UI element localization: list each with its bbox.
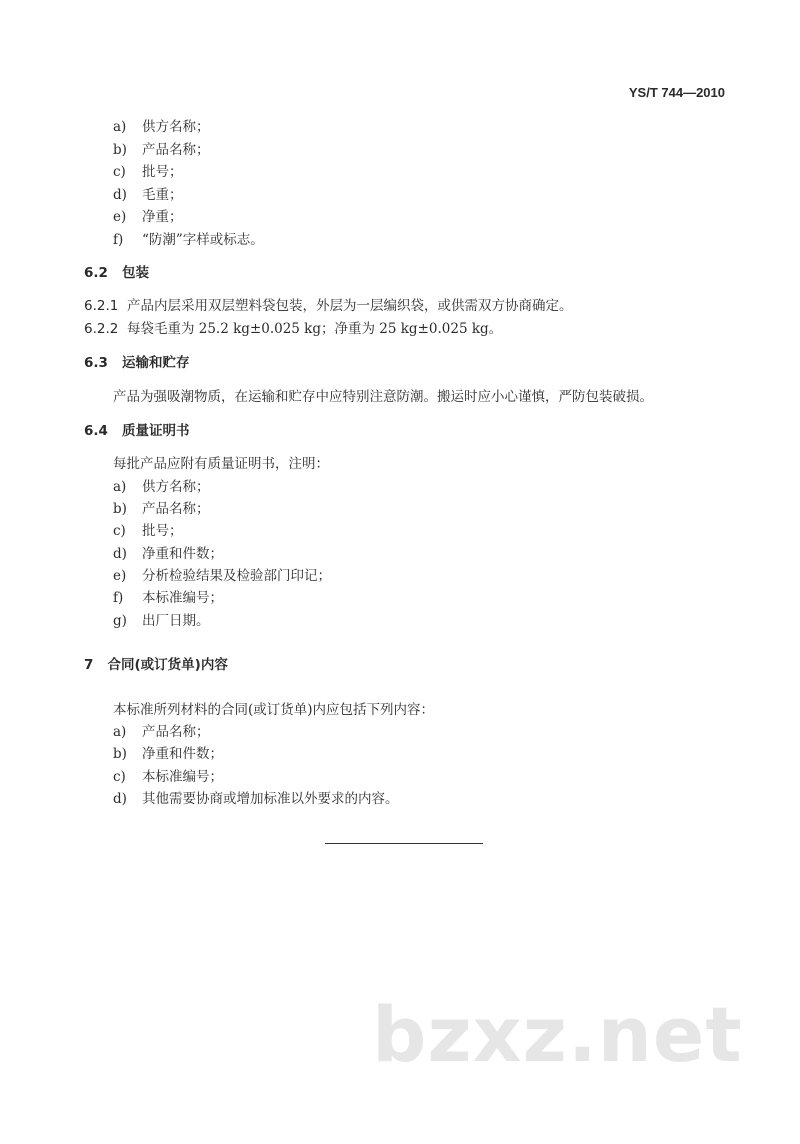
list-item: 净重和件数；: [142, 746, 223, 762]
clause-number: 6.2.2: [84, 321, 119, 337]
list-item: 其他需要协商或增加标准以外要求的内容。: [142, 791, 399, 807]
list-item: 批号；: [142, 164, 183, 180]
end-rule: [325, 843, 483, 844]
list-item: 产品名称；: [142, 501, 210, 517]
list-label: f): [113, 590, 124, 606]
list-label: a): [113, 119, 127, 135]
list-label: d): [113, 791, 127, 807]
list-label: a): [113, 479, 127, 495]
section-number: 7: [84, 657, 94, 673]
list-item: 产品名称；: [142, 724, 210, 740]
standard-code-header: YS/T 744—2010: [628, 85, 725, 100]
list-label: g): [113, 613, 127, 629]
clause-text: 每袋毛重为 25.2 kg±0.025 kg；净重为 25 kg±0.025 kg。: [126, 321, 503, 337]
list-label: e): [113, 209, 127, 225]
section-heading-6-2: [84, 265, 149, 281]
list-label: b): [113, 746, 127, 762]
list-label: c): [113, 769, 126, 785]
list-item: 产品名称；: [142, 142, 210, 158]
list-label: b): [113, 142, 127, 158]
list-label: f): [113, 232, 124, 248]
section-heading-6-4: [84, 423, 190, 439]
list-label: e): [113, 568, 127, 584]
paragraph: 每批产品应附有质量证明书，注明：: [113, 456, 329, 472]
section-heading-6-3: [84, 355, 190, 371]
clause-number: 6.2.1: [84, 298, 119, 314]
list-label: c): [113, 164, 126, 180]
watermark: bzxz.net: [372, 990, 743, 1079]
clause-6-2-2: [84, 321, 502, 337]
clause-text: 产品内层采用双层塑料袋包装，外层为一层编织袋，或供需双方协商确定。: [126, 298, 573, 314]
list-item: 净重；: [142, 209, 183, 225]
list-item: 本标准编号；: [142, 769, 223, 785]
clause-6-2-1: [84, 298, 572, 314]
list-item: “防潮”字样或标志。: [142, 232, 264, 248]
list-label: d): [113, 187, 127, 203]
section-title: 合同(或订货单)内容: [107, 657, 228, 673]
list-item: 净重和件数；: [142, 546, 223, 562]
list-item: 毛重；: [142, 187, 183, 203]
list-item: 出厂日期。: [142, 613, 210, 629]
section-title: 运输和贮存: [122, 355, 190, 371]
list-item: 供方名称；: [142, 119, 210, 135]
list-item: 本标准编号；: [142, 590, 223, 606]
paragraph: 本标准所列材料的合同(或订货单)内应包括下列内容：: [113, 702, 435, 718]
section-number: 6.4: [84, 423, 108, 439]
list-label: d): [113, 546, 127, 562]
section-heading-7: [84, 657, 228, 673]
list-item: 批号；: [142, 523, 183, 539]
paragraph: 产品为强吸潮物质，在运输和贮存中应特别注意防潮。搬运时应小心谨慎，严防包装破损。: [113, 389, 653, 405]
section-title: 质量证明书: [122, 423, 190, 439]
list-item: 供方名称；: [142, 479, 210, 495]
section-title: 包装: [122, 265, 150, 281]
list-label: b): [113, 501, 127, 517]
list-label: a): [113, 724, 127, 740]
list-label: c): [113, 523, 126, 539]
list-item: 分析检验结果及检验部门印记；: [142, 568, 331, 584]
section-number: 6.3: [84, 355, 108, 371]
section-number: 6.2: [84, 265, 108, 281]
